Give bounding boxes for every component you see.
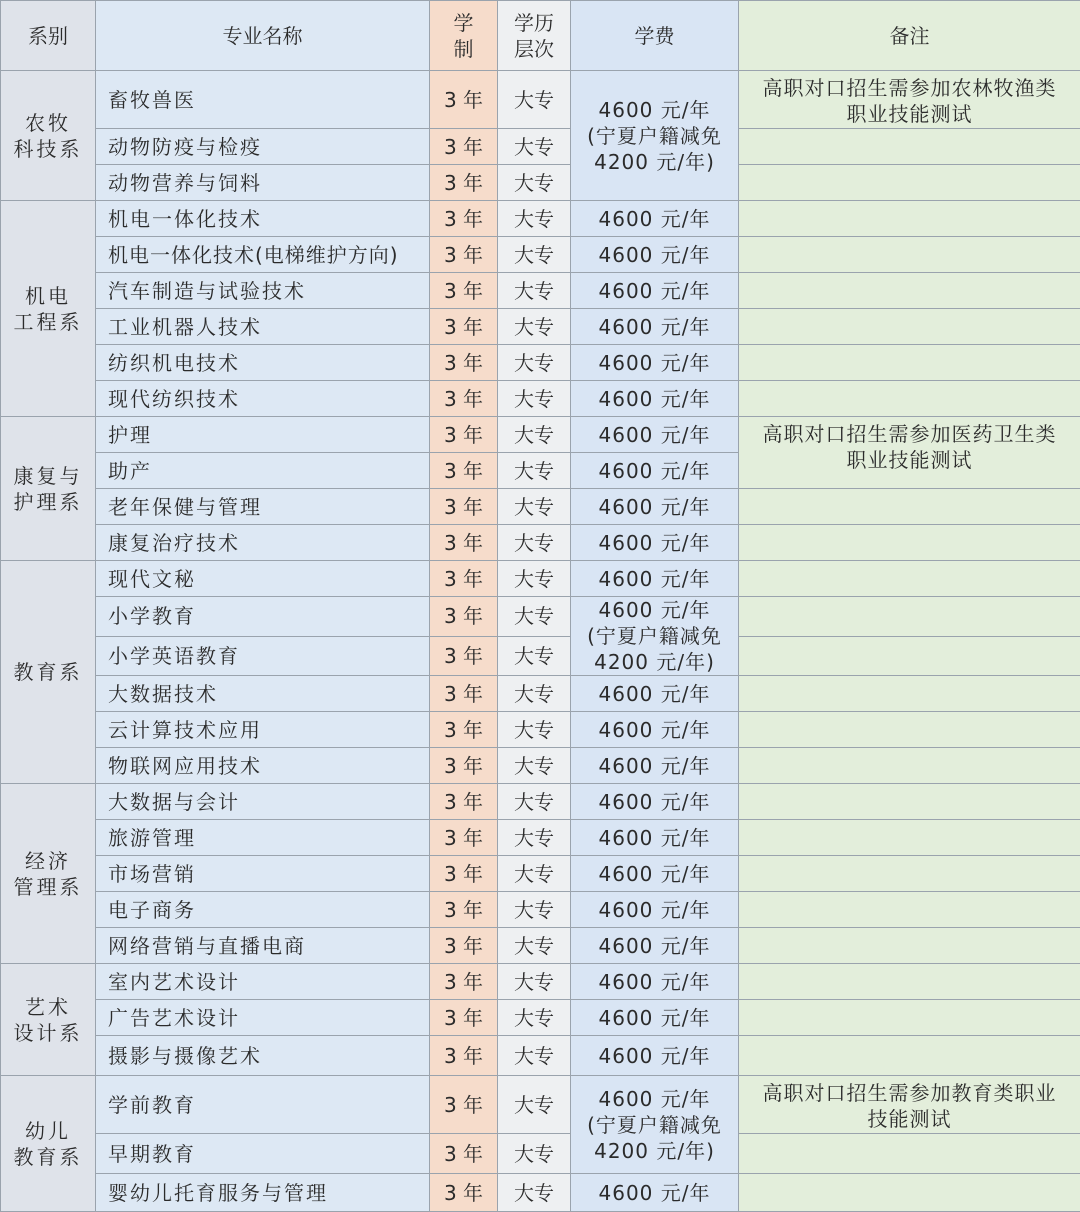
fee-cell: 4600 元/年 (571, 201, 739, 237)
dept-cell: 农牧 科技系 (1, 71, 96, 201)
years-cell: 3 年 (430, 309, 498, 345)
major-cell: 大数据技术 (96, 676, 430, 712)
table-row (1, 129, 1080, 165)
header-dept: 系别 (1, 1, 96, 71)
fee-cell: 4600 元/年 (571, 453, 739, 489)
years-cell: 3 年 (430, 597, 498, 637)
years-cell: 3 年 (430, 345, 498, 381)
header-level-line2: 层次 (504, 36, 564, 62)
level-cell: 大专 (498, 417, 571, 453)
fee-cell: 4600 元/年 (571, 1000, 739, 1036)
major-cell: 机电一体化技术 (96, 201, 430, 237)
major-cell: 大数据与会计 (96, 784, 430, 820)
fee-cell: 4600 元/年 (571, 525, 739, 561)
fee-cell: 4600 元/年 (571, 273, 739, 309)
table-row (1, 1174, 1080, 1212)
header-years-line1: 学 (436, 10, 491, 36)
years-cell: 3 年 (430, 237, 498, 273)
note-cell (739, 489, 1080, 525)
fee-cell: 4600 元/年 (571, 381, 739, 417)
fee-cell: 4600 元/年 (571, 1036, 739, 1076)
years-cell: 3 年 (430, 892, 498, 928)
years-cell: 3 年 (430, 964, 498, 1000)
dept-cell: 教育系 (1, 561, 96, 784)
major-cell: 小学英语教育 (96, 636, 430, 676)
major-cell: 市场营销 (96, 856, 430, 892)
header-major: 专业名称 (96, 1, 430, 71)
major-cell: 汽车制造与试验技术 (96, 273, 430, 309)
major-cell: 动物营养与饲料 (96, 165, 430, 201)
years-cell: 3 年 (430, 453, 498, 489)
level-cell: 大专 (498, 597, 571, 637)
table-row (1, 309, 1080, 345)
note-cell (739, 597, 1080, 637)
fee-cell: 4600 元/年 (571, 309, 739, 345)
table-row (1, 820, 1080, 856)
level-cell: 大专 (498, 489, 571, 525)
major-cell: 康复治疗技术 (96, 525, 430, 561)
fee-cell: 4600 元/年 (571, 856, 739, 892)
major-cell: 早期教育 (96, 1134, 430, 1174)
note-cell (739, 964, 1080, 1000)
table-row (1, 1000, 1080, 1036)
major-cell: 摄影与摄像艺术 (96, 1036, 430, 1076)
level-cell: 大专 (498, 820, 571, 856)
years-cell: 3 年 (430, 165, 498, 201)
years-cell: 3 年 (430, 381, 498, 417)
level-cell: 大专 (498, 1036, 571, 1076)
level-cell: 大专 (498, 964, 571, 1000)
level-cell: 大专 (498, 712, 571, 748)
table-row (1, 561, 1080, 597)
note-cell (739, 201, 1080, 237)
note-cell (739, 892, 1080, 928)
table-row (1, 71, 1080, 129)
years-cell: 3 年 (430, 273, 498, 309)
major-cell: 畜牧兽医 (96, 71, 430, 129)
table-row (1, 784, 1080, 820)
header-note: 备注 (739, 1, 1080, 71)
major-cell: 学前教育 (96, 1076, 430, 1134)
level-cell: 大专 (498, 201, 571, 237)
level-cell: 大专 (498, 784, 571, 820)
header-years (430, 1, 498, 71)
years-cell: 3 年 (430, 676, 498, 712)
years-cell: 3 年 (430, 489, 498, 525)
note-cell (739, 820, 1080, 856)
years-cell: 3 年 (430, 820, 498, 856)
major-cell: 网络营销与直播电商 (96, 928, 430, 964)
years-cell: 3 年 (430, 928, 498, 964)
fee-cell: 4600 元/年 (571, 561, 739, 597)
note-cell (739, 165, 1080, 201)
header-years-line2: 制 (436, 36, 491, 62)
note-cell (739, 345, 1080, 381)
major-cell: 动物防疫与检疫 (96, 129, 430, 165)
level-cell: 大专 (498, 71, 571, 129)
table-row (1, 1076, 1080, 1134)
major-cell: 护理 (96, 417, 430, 453)
note-cell (739, 273, 1080, 309)
note-cell: 高职对口招生需参加农林牧渔类 职业技能测试 (739, 71, 1080, 129)
table-row (1, 597, 1080, 637)
level-cell: 大专 (498, 1134, 571, 1174)
level-cell: 大专 (498, 1076, 571, 1134)
years-cell: 3 年 (430, 525, 498, 561)
fee-cell: 4600 元/年 (571, 784, 739, 820)
years-cell: 3 年 (430, 712, 498, 748)
table-row (1, 165, 1080, 201)
note-cell (739, 309, 1080, 345)
years-cell: 3 年 (430, 71, 498, 129)
note-cell (739, 928, 1080, 964)
years-cell: 3 年 (430, 129, 498, 165)
fee-cell: 4600 元/年 (571, 676, 739, 712)
dept-cell: 幼儿 教育系 (1, 1076, 96, 1212)
level-cell: 大专 (498, 636, 571, 676)
fee-cell: 4600 元/年 (571, 417, 739, 453)
fee-cell: 4600 元/年 (571, 964, 739, 1000)
level-cell: 大专 (498, 892, 571, 928)
years-cell: 3 年 (430, 1076, 498, 1134)
major-cell: 老年保健与管理 (96, 489, 430, 525)
level-cell: 大专 (498, 525, 571, 561)
level-cell: 大专 (498, 561, 571, 597)
dept-cell: 机电 工程系 (1, 201, 96, 417)
table-row (1, 381, 1080, 417)
major-cell: 旅游管理 (96, 820, 430, 856)
major-cell: 小学教育 (96, 597, 430, 637)
note-cell (739, 636, 1080, 676)
note-cell (739, 1000, 1080, 1036)
header-level (498, 1, 571, 71)
table-row (1, 1134, 1080, 1174)
years-cell: 3 年 (430, 856, 498, 892)
years-cell: 3 年 (430, 561, 498, 597)
table-row (1, 525, 1080, 561)
level-cell: 大专 (498, 237, 571, 273)
fee-cell: 4600 元/年 (宁夏户籍减免 4200 元/年) (571, 597, 739, 676)
years-cell: 3 年 (430, 1134, 498, 1174)
major-cell: 云计算技术应用 (96, 712, 430, 748)
table-row (1, 928, 1080, 964)
years-cell: 3 年 (430, 636, 498, 676)
dept-cell: 艺术 设计系 (1, 964, 96, 1076)
level-cell: 大专 (498, 1174, 571, 1212)
note-cell (739, 381, 1080, 417)
major-cell: 电子商务 (96, 892, 430, 928)
years-cell: 3 年 (430, 748, 498, 784)
note-cell (739, 748, 1080, 784)
major-cell: 机电一体化技术(电梯维护方向) (96, 237, 430, 273)
note-cell (739, 1036, 1080, 1076)
note-cell (739, 129, 1080, 165)
note-cell (739, 1134, 1080, 1174)
major-cell: 助产 (96, 453, 430, 489)
level-cell: 大专 (498, 273, 571, 309)
years-cell: 3 年 (430, 1174, 498, 1212)
note-cell (739, 237, 1080, 273)
header-level-line1: 学历 (504, 10, 564, 36)
level-cell: 大专 (498, 1000, 571, 1036)
major-cell: 现代文秘 (96, 561, 430, 597)
major-cell: 纺织机电技术 (96, 345, 430, 381)
major-cell: 婴幼儿托育服务与管理 (96, 1174, 430, 1212)
table-row (1, 892, 1080, 928)
note-cell (739, 712, 1080, 748)
note-cell (739, 856, 1080, 892)
table-row (1, 712, 1080, 748)
fee-cell: 4600 元/年 (571, 820, 739, 856)
table-row (1, 273, 1080, 309)
level-cell: 大专 (498, 856, 571, 892)
table-row (1, 489, 1080, 525)
fee-cell: 4600 元/年 (571, 892, 739, 928)
fee-cell: 4600 元/年 (宁夏户籍减免 4200 元/年) (571, 1076, 739, 1174)
years-cell: 3 年 (430, 1036, 498, 1076)
years-cell: 3 年 (430, 784, 498, 820)
table-row (1, 237, 1080, 273)
level-cell: 大专 (498, 748, 571, 784)
major-cell: 工业机器人技术 (96, 309, 430, 345)
table-row (1, 1036, 1080, 1076)
major-cell: 物联网应用技术 (96, 748, 430, 784)
table-row (1, 345, 1080, 381)
level-cell: 大专 (498, 165, 571, 201)
table-row (1, 748, 1080, 784)
table-row (1, 676, 1080, 712)
years-cell: 3 年 (430, 201, 498, 237)
table-row (1, 201, 1080, 237)
level-cell: 大专 (498, 676, 571, 712)
fee-cell: 4600 元/年 (571, 748, 739, 784)
note-cell (739, 525, 1080, 561)
level-cell: 大专 (498, 129, 571, 165)
header-row (1, 1, 1080, 71)
dept-cell: 康复与 护理系 (1, 417, 96, 561)
level-cell: 大专 (498, 381, 571, 417)
note-cell: 高职对口招生需参加医药卫生类 职业技能测试 (739, 417, 1080, 489)
years-cell: 3 年 (430, 417, 498, 453)
fee-cell: 4600 元/年 (宁夏户籍减免 4200 元/年) (571, 71, 739, 201)
fee-cell: 4600 元/年 (571, 928, 739, 964)
dept-cell: 经济 管理系 (1, 784, 96, 964)
level-cell: 大专 (498, 345, 571, 381)
table-row (1, 636, 1080, 676)
level-cell: 大专 (498, 453, 571, 489)
fee-cell: 4600 元/年 (571, 712, 739, 748)
note-cell (739, 1174, 1080, 1212)
table-row (1, 417, 1080, 453)
level-cell: 大专 (498, 928, 571, 964)
fee-cell: 4600 元/年 (571, 345, 739, 381)
note-cell (739, 784, 1080, 820)
table-row (1, 964, 1080, 1000)
fee-cell: 4600 元/年 (571, 1174, 739, 1212)
fee-cell: 4600 元/年 (571, 489, 739, 525)
years-cell: 3 年 (430, 1000, 498, 1036)
level-cell: 大专 (498, 309, 571, 345)
header-fee: 学费 (571, 1, 739, 71)
note-cell (739, 561, 1080, 597)
major-cell: 现代纺织技术 (96, 381, 430, 417)
major-cell: 室内艺术设计 (96, 964, 430, 1000)
major-cell: 广告艺术设计 (96, 1000, 430, 1036)
note-cell: 高职对口招生需参加教育类职业 技能测试 (739, 1076, 1080, 1134)
table-row (1, 856, 1080, 892)
note-cell (739, 676, 1080, 712)
fee-cell: 4600 元/年 (571, 237, 739, 273)
